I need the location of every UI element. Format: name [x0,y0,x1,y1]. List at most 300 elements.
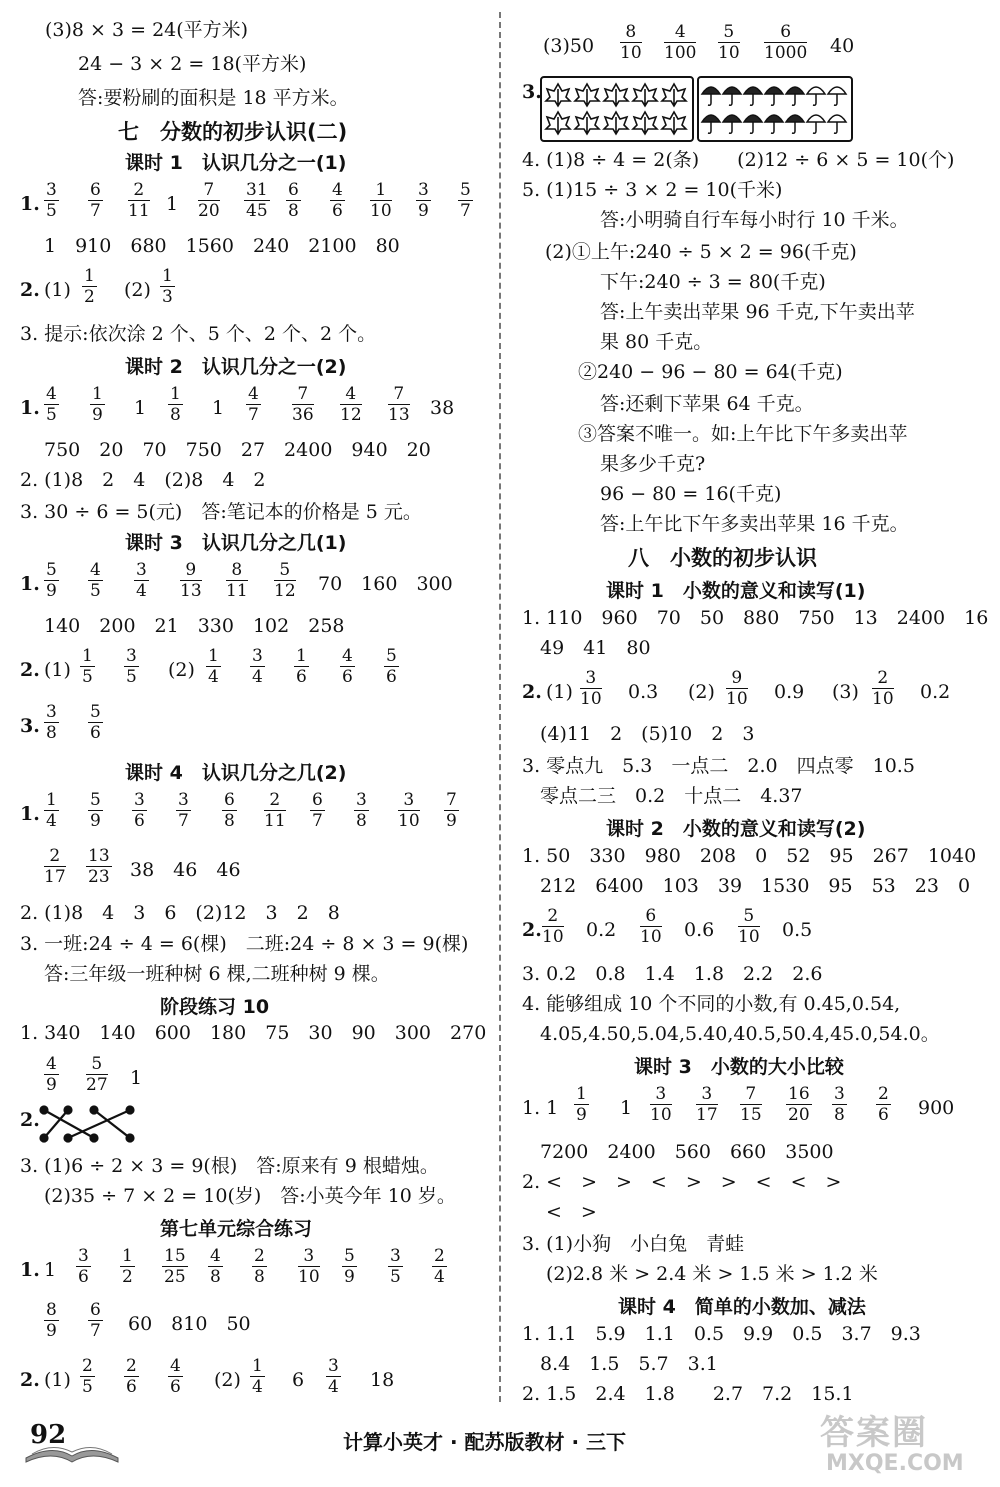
text-line: 140 200 21 330 102 258 [44,615,345,637]
numerator: 5 [274,560,296,581]
numerator: 3 [178,790,189,810]
denominator: 6 [126,1377,137,1397]
denominator: 10 [370,201,392,221]
part-label: (2) [124,279,151,301]
answer-value: 1 [44,1259,57,1281]
question-number: 1. [20,803,40,825]
numerator: 2 [434,1246,445,1266]
umbrella-icon [828,87,846,105]
numerator: 4 [170,1356,181,1376]
part-label: (1) [44,279,71,301]
numerator: 2 [542,906,564,927]
denominator: 6 [170,1377,181,1397]
text-line: 750 20 70 750 27 2400 940 20 [44,439,431,461]
lesson-heading: 课时 2 小数的意义和读写(2) [606,818,866,840]
answer-value: 40 [830,35,855,57]
denominator: 7 [312,811,323,831]
numerator: 1 [576,1084,587,1104]
umbrella-icon [723,87,741,105]
part-label: (3) [832,681,859,703]
denominator: 4 [136,581,147,601]
numerator: 3 [46,702,57,722]
text-line: 下午:240 ÷ 3 = 80(千克) [600,271,826,293]
denominator: 3 [162,287,173,307]
fraction [88,560,103,601]
umbrella-icon [786,87,804,105]
numerator: 1 [46,790,57,810]
fraction [120,1246,135,1287]
numerator: 7 [198,180,220,201]
part-label: (2) [168,659,195,681]
fraction [252,1246,267,1287]
fraction [726,668,748,709]
denominator: 17 [696,1105,718,1125]
denominator: 9 [344,1267,355,1287]
numerator: 1 [84,266,95,286]
denominator: 23 [88,867,110,887]
umbrella-icons [699,78,851,140]
text-line: (3)8 × 3 = 24(平方米) [45,19,249,41]
text-line: 答:小明骑自行车每小时行 10 千米。 [600,209,909,231]
question-number: 3. [522,81,542,103]
fraction [342,1246,357,1287]
section-heading: 七 分数的初步认识(二) [118,120,348,144]
denominator: 100 [664,43,697,63]
fraction [160,266,175,307]
fraction [330,180,345,221]
fraction [696,1084,718,1125]
numerator: 8 [226,560,248,581]
question-number: 2. [20,1109,40,1131]
numerator: 1 [92,384,103,404]
denominator: 36 [292,405,314,425]
umbrella-picture-box [697,76,853,142]
question-number: 2. [20,1369,40,1391]
denominator: 9 [46,1075,57,1095]
matching-lines-diagram [38,1104,138,1144]
section-heading: 八 小数的初步认识 [628,546,817,570]
numerator: 1 [252,1356,263,1376]
fraction [246,384,261,425]
denominator: 10 [726,689,748,709]
fraction [340,646,355,687]
lesson-heading: 课时 4 简单的小数加、减法 [618,1296,866,1318]
numerator: 2 [264,790,286,811]
fraction [198,180,220,221]
numerator: 16 [788,1084,810,1104]
denominator: 8 [224,811,235,831]
denominator: 10 [298,1267,320,1287]
numerator: 4 [664,22,696,43]
answer-value: 18 [370,1369,395,1391]
numerator: 8 [620,22,642,43]
lesson-heading: 课时 4 认识几分之几(2) [125,762,347,784]
text-line: 零点二三 0.2 十点二 4.37 [540,785,803,807]
text-line: 答:上午比下午多卖出苹果 16 千克。 [600,513,909,535]
numerator: 5 [460,180,471,200]
umbrella-icon [765,115,783,133]
numerator: 7 [446,790,457,810]
fraction [354,790,369,831]
denominator: 8 [254,1267,265,1287]
denominator: 10 [718,43,740,63]
fraction [44,702,59,743]
answer-value: 1 [130,1067,143,1089]
numerator: 4 [46,1054,57,1074]
text-line: 4. (1)8 ÷ 4 = 2(条) (2)12 ÷ 6 × 5 = 10(个) [522,149,955,171]
leaf-icon [604,112,628,134]
denominator: 10 [580,689,602,709]
denominator: 9 [92,405,103,425]
answer-value: 1 [212,397,225,419]
leaf-picture-box [540,76,694,142]
fraction [326,1356,341,1397]
numerator: 4 [248,384,259,404]
leaf-icons [542,78,692,140]
numerator: 4 [342,646,353,666]
denominator: 17 [44,867,66,887]
question-number: 1. [20,193,40,215]
denominator: 6 [134,811,145,831]
numerator: 3 [356,790,367,810]
fraction [132,790,147,831]
numerator: 2 [878,1084,889,1104]
fraction [176,790,191,831]
lesson-heading: 第七单元综合练习 [160,1218,313,1240]
answer-value: 0.6 [684,919,715,941]
numerator: 13 [88,846,110,866]
denominator: 5 [90,581,101,601]
fraction [208,1246,223,1287]
denominator: 9 [90,811,101,831]
denominator: 5 [390,1267,401,1287]
text-line: 1. 50 330 980 208 0 52 95 267 1040 [522,845,977,867]
umbrella-icon [702,115,720,133]
umbrella-icon [828,115,846,133]
numerator: 3 [418,180,429,200]
fraction [222,790,237,831]
denominator: 6 [332,201,343,221]
denominator: 10 [640,927,662,947]
numerator: 1 [370,180,392,201]
numerator: 2 [254,1246,265,1266]
denominator: 2 [122,1267,133,1287]
denominator: 8 [834,1105,845,1125]
fraction [310,790,325,831]
numerator: 3 [298,1246,320,1267]
denominator: 7 [90,1321,101,1341]
fraction [206,646,221,687]
denominator: 6 [90,723,101,743]
denominator: 8 [46,723,57,743]
text-line: 2. (1)8 2 4 (2)8 4 2 [20,469,266,491]
fraction [432,1246,447,1287]
fraction [580,668,602,709]
answer-value: 1. 1 [522,1097,559,1119]
numerator: 6 [288,180,299,200]
text-line: 答:三年级一班种树 6 棵,二班种树 9 棵。 [44,963,390,985]
text-line: 2. < > > < > > < < > [522,1171,842,1193]
numerator: 3 [252,646,263,666]
numerator: 5 [46,560,57,580]
text-line: (4)11 2 (5)10 2 3 [540,723,755,745]
denominator: 7 [248,405,259,425]
answer-value: 1 [620,1097,633,1119]
text-line: 4.05,4.50,5.04,5.40,40.5,50.4,45.0,54.0。 [540,1023,940,1045]
fraction [640,906,662,947]
numerator: 5 [386,646,397,666]
fraction [444,790,459,831]
fraction [250,646,265,687]
fraction [872,668,894,709]
fraction [88,1300,103,1341]
fraction [162,1246,188,1287]
text-line: 1. 340 140 600 180 75 30 90 300 270 [20,1022,487,1044]
denominator: 5 [126,667,137,687]
page-number: 92 [30,1420,67,1450]
denominator: 9 [46,581,57,601]
page-footer [0,1400,1000,1487]
fraction [44,1300,59,1341]
fraction [226,560,248,601]
fraction [832,1084,847,1125]
denominator: 11 [128,201,150,221]
denominator: 1000 [764,43,808,63]
fraction [292,384,314,425]
text-line: 答:还剩下苹果 64 千克。 [600,393,814,415]
numerator: 3 [696,1084,718,1105]
fraction [128,180,150,221]
leaf-icon [575,84,599,106]
numerator: 2 [44,846,66,867]
fraction [740,1084,762,1125]
answer-value: 0.2 [920,681,951,703]
answer-value: 6 [292,1369,305,1391]
leaf-icon [604,84,628,106]
fraction [80,646,95,687]
fraction [168,1356,183,1397]
fraction [620,22,642,63]
text-line: 3. 零点九 5.3 一点二 2.0 四点零 10.5 [522,755,915,777]
text-line: 38 46 46 [130,859,241,881]
text-line: 2. 1.5 2.4 1.8 2.7 7.2 15.1 [522,1383,854,1405]
fraction [876,1084,891,1125]
denominator: 13 [388,405,410,425]
fraction [388,384,410,425]
fraction [286,180,301,221]
fraction [90,384,105,425]
denominator: 10 [650,1105,672,1125]
part-label: (1) [44,1369,71,1391]
fraction [134,560,149,601]
fraction [542,906,564,947]
denominator: 5 [46,405,57,425]
text-line: ②240 − 96 − 80 = 64(千克) [578,361,843,383]
numerator: 3 [580,668,602,689]
numerator: 1 [296,646,307,666]
fraction [86,846,112,887]
text-line: 3. (1)小狗 小白兔 青蛙 [522,1233,745,1255]
question-number: 2. [20,279,40,301]
denominator: 9 [576,1105,587,1125]
numerator: 6 [90,1300,101,1320]
fraction [764,22,807,63]
question-number: 2. [522,919,542,941]
denominator: 6 [386,667,397,687]
text-line: (2)①上午:240 ÷ 5 × 2 = 96(千克) [545,241,857,263]
text-line: 7200 2400 560 660 3500 [540,1141,834,1163]
text-line: 4. 能够组成 10 个不同的小数,有 0.45,0.54, [522,993,901,1015]
fraction [88,180,103,221]
fraction [86,1054,108,1095]
answer-value: 1 [166,193,179,215]
numerator: 3 [46,180,57,200]
umbrella-icon [744,87,762,105]
denominator: 4 [46,811,57,831]
part-label: (2) [688,681,715,703]
text-line: 1. 110 960 70 50 880 750 13 2400 16 [522,607,989,629]
umbrella-icon [744,115,762,133]
answer-value: 900 [918,1097,955,1119]
numerator: 7 [388,384,410,405]
answer-value: 1 [134,397,147,419]
text-line: < > [546,1201,597,1223]
denominator: 27 [86,1075,108,1095]
numerator: 7 [292,384,314,405]
denominator: 9 [446,811,457,831]
text-line: (2)2.8 米 > 2.4 米 > 1.5 米 > 1.2 米 [546,1263,878,1285]
fraction [180,560,202,601]
fraction [44,180,59,221]
leaf-icon [546,112,570,134]
denominator: 4 [434,1267,445,1287]
denominator: 25 [164,1267,186,1287]
text-line: 1 910 680 1560 240 2100 80 [44,235,400,257]
fraction [88,790,103,831]
footer-title: 计算小英才 · 配苏版教材 · 三下 [343,1430,627,1454]
answer-value: 38 [430,397,455,419]
denominator: 20 [198,201,220,221]
denominator: 4 [252,667,263,687]
numerator: 6 [640,906,662,927]
denominator: 6 [342,667,353,687]
denominator: 11 [226,581,248,601]
denominator: 8 [356,811,367,831]
fraction [264,790,286,831]
leaf-icon [662,112,686,134]
text-line: 答:上午卖出苹果 96 千克,下午卖出苹 [600,301,915,323]
denominator: 5 [46,201,57,221]
fraction [250,1356,265,1397]
umbrella-icon [807,115,825,133]
text-line: 果多少千克? [600,453,706,475]
denominator: 10 [398,811,420,831]
numerator: 3 [328,1356,339,1376]
denominator: 9 [46,1321,57,1341]
fraction [786,1084,812,1125]
fraction [88,702,103,743]
numerator: 4 [340,384,362,405]
fraction [370,180,392,221]
denominator: 4 [252,1377,263,1397]
numerator: 1 [170,384,181,404]
numerator: 6 [90,180,101,200]
answer-value: 70 160 300 [318,573,453,595]
numerator: 5 [344,1246,355,1266]
fraction [298,1246,320,1287]
answer-value: 0.5 [782,919,813,941]
denominator: 8 [170,405,181,425]
text-line: 24 − 3 × 2 = 18(平方米) [78,53,307,75]
fraction [124,1356,139,1397]
denominator: 5 [82,1377,93,1397]
text-line: 49 41 80 [540,637,651,659]
numerator: 2 [126,1356,137,1376]
numerator: 3 [398,790,420,811]
fraction [44,1054,59,1095]
denominator: 8 [288,201,299,221]
denominator: 9 [418,201,429,221]
lesson-heading: 课时 2 认识几分之一(2) [125,356,347,378]
denominator: 10 [738,927,760,947]
numerator: 3 [390,1246,401,1266]
fraction [664,22,696,63]
numerator: 4 [332,180,343,200]
fraction [274,560,296,601]
text-line: 果 80 千克。 [600,331,713,353]
denominator: 11 [264,811,286,831]
denominator: 15 [740,1105,762,1125]
numerator: 1 [82,646,93,666]
denominator: 6 [878,1105,889,1125]
denominator: 7 [178,811,189,831]
denominator: 13 [180,581,202,601]
question-number: 1. [20,573,40,595]
text-line: 3. 0.2 0.8 1.4 1.8 2.2 2.6 [522,963,823,985]
fraction [168,384,183,425]
numerator: 3 [126,646,137,666]
denominator: 5 [82,667,93,687]
numerator: 4 [90,560,101,580]
denominator: 4 [208,667,219,687]
umbrella-icon [765,87,783,105]
lesson-heading: 阶段练习 10 [160,996,270,1018]
fraction [650,1084,672,1125]
numerator: 2 [82,1356,93,1376]
numerator: 7 [740,1084,762,1105]
numerator: 1 [208,646,219,666]
denominator: 12 [274,581,296,601]
denominator: 10 [620,43,642,63]
text-line: 212 6400 103 39 1530 95 53 23 0 [540,875,971,897]
numerator: 5 [718,22,740,43]
numerator: 31 [246,180,268,200]
leaf-icon [633,84,657,106]
numerator: 8 [46,1300,57,1320]
text-line: 60 810 50 [128,1313,251,1335]
text-line: 3. (1)6 ÷ 2 × 3 = 9(根) 答:原来有 9 根蜡烛。 [20,1155,439,1177]
denominator: 12 [340,405,362,425]
numerator: 15 [164,1246,186,1266]
numerator: 4 [210,1246,221,1266]
fraction [44,384,59,425]
denominator: 6 [78,1267,89,1287]
text-line: 3. 30 ÷ 6 = 5(元) 答:笔记本的价格是 5 元。 [20,501,422,523]
question-number: 2. [522,681,542,703]
leaf-icon [662,84,686,106]
fraction [124,646,139,687]
numerator: 9 [180,560,202,581]
